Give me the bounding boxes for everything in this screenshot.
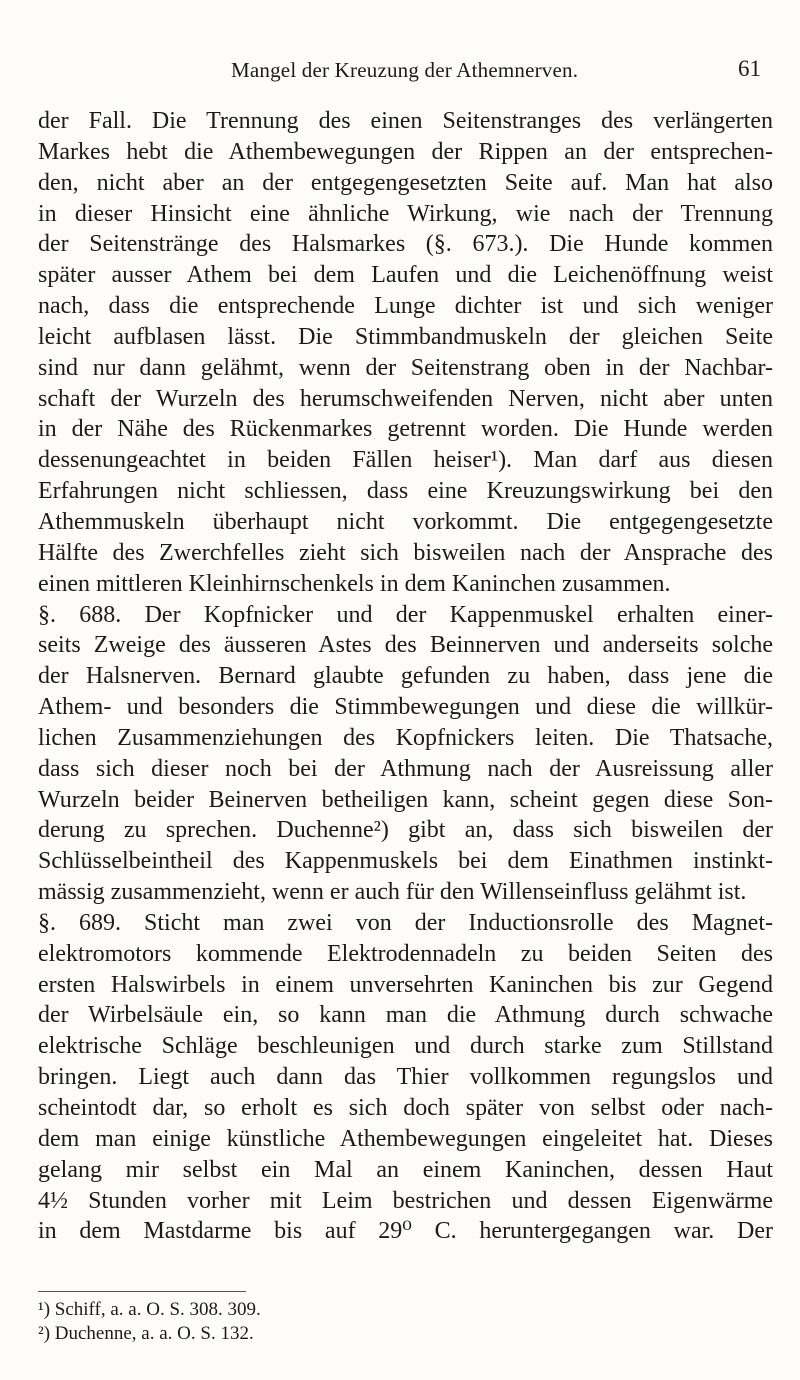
- text-line: bringen. Liegt auch dann das Thier vollkommen regungslos und: [38, 1064, 773, 1091]
- text-line: in dieser Hinsicht eine ähnliche Wirkung, wie nach der Trennung: [38, 200, 773, 227]
- text-line: der Wirbelsäule ein, so kann man die Athmung durch schwache: [38, 1002, 773, 1029]
- text-line: Hälfte des Zwerchfelles zieht sich bisweilen nach der Ansprache des: [38, 539, 773, 566]
- text-line: lichen Zusammenziehungen des Kopfnickers leiten. Die Thatsache,: [38, 724, 773, 751]
- body-text: [38, 106, 773, 1247]
- text-line: dem man einige künstliche Athembewegungen eingeleitet hat. Dieses: [38, 1125, 773, 1152]
- text-line: Wurzeln beider Beinerven betheiligen kann, scheint gegen diese Son-: [38, 786, 773, 813]
- text-line: dessenungeachtet in beiden Fällen heiser¹). Man darf aus diesen: [38, 447, 773, 474]
- text-line: mässig zusammenzieht, wenn er auch für den Willenseinfluss gelähmt ist.: [38, 879, 747, 906]
- text-line: Athemmuskeln überhaupt nicht vorkommt. Die entgegengesetzte: [38, 508, 773, 535]
- text-line: schaft der Wurzeln des herumschweifenden Nerven, nicht aber unten: [38, 385, 773, 412]
- text-line: in dem Mastdarme bis auf 29⁰ C. heruntergegangen war. Der: [38, 1218, 773, 1245]
- text-line: den, nicht aber an der entgegengesetzten Seite auf. Man hat also: [38, 169, 773, 196]
- text-line: 4½ Stunden vorher mit Leim bestrichen und dessen Eigenwärme: [38, 1187, 773, 1214]
- text-line: Erfahrungen nicht schliessen, dass eine Kreuzungswirkung bei den: [38, 478, 773, 505]
- page-number: 61: [738, 56, 761, 81]
- running-title: Mangel der Kreuzung der Athemnerven.: [231, 58, 579, 82]
- text-line: derung zu sprechen. Duchenne²) gibt an, dass sich bisweilen der: [38, 817, 773, 844]
- text-line: in der Nähe des Rückenmarkes getrennt worden. Die Hunde werden: [38, 416, 773, 443]
- text-line: dass sich dieser noch bei der Athmung nach der Ausreissung aller: [38, 755, 773, 782]
- text-line: der Halsnerven. Bernard glaubte gefunden zu haben, dass jene die: [38, 663, 773, 690]
- footnote-text: Schiff, a. a. O. S. 308. 309.: [54, 1299, 261, 1320]
- text-line: der Fall. Die Trennung des einen Seitenstranges des verlängerten: [38, 108, 773, 134]
- text-line: scheintodt dar, so erholt es sich doch später von selbst oder nach-: [38, 1095, 773, 1121]
- text-line: nach, dass die entsprechende Lunge dichter ist und sich weniger: [38, 293, 773, 320]
- text-line: später ausser Athem bei dem Laufen und die Leichenöffnung weist: [38, 262, 773, 289]
- text-line: der Seitenstränge des Halsmarkes (§. 673.). Die Hunde kommen: [38, 231, 773, 258]
- text-line: ersten Halswirbels in einem unversehrten Kaninchen bis zur Gegend: [38, 971, 773, 998]
- text-line: sind nur dann gelähmt, wenn der Seitenstrang oben in der Nachbar-: [38, 354, 773, 381]
- text-line: leicht aufblasen lässt. Die Stimmbandmuskeln der gleichen Seite: [38, 323, 773, 350]
- footnote-divider: [38, 1291, 246, 1292]
- text-line: gelang mir selbst ein Mal an einem Kaninchen, dessen Haut: [38, 1156, 773, 1183]
- text-line: §. 688. Der Kopfnicker und der Kappenmuskel erhalten einer-: [38, 601, 773, 628]
- footnote-text: Duchenne, a. a. O. S. 132.: [54, 1323, 254, 1344]
- text-line: elektrische Schläge beschleunigen und durch starke zum Stillstand: [38, 1033, 773, 1060]
- text-line: Markes hebt die Athembewegungen der Rippen an der entsprechen-: [38, 138, 773, 165]
- footnote-marker: ²): [38, 1323, 51, 1344]
- text-line: Schlüsselbeintheil des Kappenmuskels bei dem Einathmen instinkt-: [38, 848, 773, 875]
- footnote-1: [38, 1298, 261, 1322]
- text-line: Athem- und besonders die Stimmbewegungen und diese die willkür-: [38, 694, 773, 721]
- footnotes: [38, 1298, 261, 1346]
- text-line: seits Zweige des äusseren Astes des Beinnerven und anderseits solche: [38, 632, 773, 659]
- footnote-marker: ¹): [38, 1299, 51, 1320]
- footnote-2: [38, 1322, 261, 1346]
- text-line: §. 689. Sticht man zwei von der Inductionsrolle des Magnet-: [38, 909, 773, 936]
- text-line: einen mittleren Kleinhirnschenkels in dem Kaninchen zusammen.: [38, 570, 671, 597]
- text-line: elektromotors kommende Elektrodennadeln zu beiden Seiten des: [38, 940, 773, 967]
